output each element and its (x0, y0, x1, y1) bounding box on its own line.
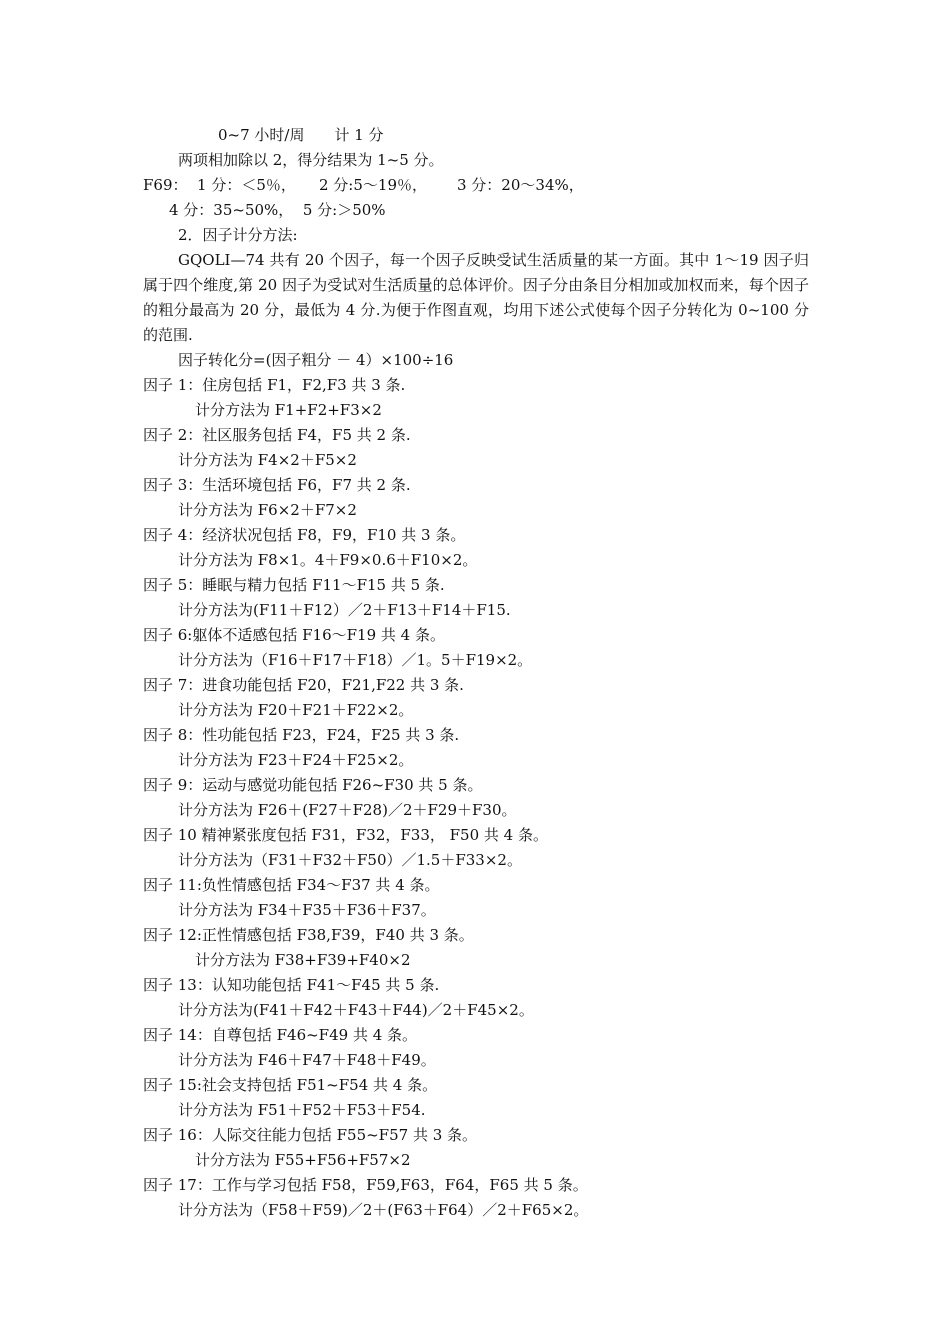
factor-method: 计分方法为 F6×2＋F7×2 (178, 501, 357, 519)
factor-title: 因子 13：认知功能包括 F41～F45 共 5 条. (143, 976, 440, 994)
factor-title: 因子 3：生活环境包括 F6，F7 共 2 条. (143, 476, 411, 494)
factor-method: 计分方法为 F4×2＋F5×2 (178, 451, 357, 469)
factor-title: 因子 1：住房包括 F1，F2,F3 共 3 条. (143, 376, 406, 394)
factor-title: 因子 12:正性情感包括 F38,F39，F40 共 3 条。 (143, 926, 474, 944)
factor-title: 因子 10 精神紧张度包括 F31，F32，F33， F50 共 4 条。 (143, 826, 548, 844)
factor-method: 计分方法为 F34＋F35＋F36＋F37。 (178, 901, 436, 919)
factor-method: 计分方法为 F46＋F47＋F48＋F49。 (178, 1051, 436, 1069)
factor-title: 因子 4：经济状况包括 F8，F9，F10 共 3 条。 (143, 526, 466, 544)
factor-method: 计分方法为 F26＋(F27＋F28)／2＋F29＋F30。 (178, 801, 517, 819)
conversion-formula: 因子转化分=(因子粗分 － 4）×100÷16 (178, 351, 454, 369)
intro-line-2: 两项相加除以 2，得分结果为 1~5 分。 (178, 151, 444, 169)
factor-method: 计分方法为（F31＋F32＋F50）／1.5＋F33×2。 (178, 851, 522, 869)
f69-line (143, 173, 296, 198)
factor-title: 因子 2：社区服务包括 F4，F5 共 2 条. (143, 426, 411, 444)
factor-method: 计分方法为 F20＋F21＋F22×2。 (178, 701, 414, 719)
f69-score-1: F69： 1 分：＜5％， (143, 176, 296, 194)
factor-method: 计分方法为 F23＋F24＋F25×2。 (178, 751, 414, 769)
factor-title: 因子 15:社会支持包括 F51~F54 共 4 条。 (143, 1076, 438, 1094)
factor-title: 因子 16：人际交往能力包括 F55~F57 共 3 条。 (143, 1126, 478, 1144)
factor-title: 因子 17：工作与学习包括 F58，F59,F63，F64，F65 共 5 条。 (143, 1176, 588, 1194)
factor-title: 因子 11:负性情感包括 F34～F37 共 4 条。 (143, 876, 440, 894)
factor-method: 计分方法为 F8×1。4＋F9×0.6＋F10×2。 (178, 551, 478, 569)
f69-score-4-5: 4 分：35~50%， 5 分:＞50% (169, 201, 386, 219)
factor-method: 计分方法为（F58＋F59)／2＋(F63＋F64）／2＋F65×2。 (178, 1201, 589, 1219)
factor-method: 计分方法为（F16＋F17＋F18）／1。5＋F19×2。 (178, 651, 533, 669)
section-heading: 2．因子计分方法: (178, 226, 298, 244)
intro-line-1: 0~7 小时/周 计 1 分 (218, 126, 384, 144)
factor-title: 因子 14：自尊包括 F46~F49 共 4 条。 (143, 1026, 418, 1044)
factor-method: 计分方法为 F1+F2+F3×2 (195, 401, 382, 419)
section-paragraph: GQOLI—74 共有 20 个因子，每一个因子反映受试生活质量的某一方面。其中 1～19 因子归属于四个维度,第 20 因子为受试对生活质量的总体评价。因子分由条目分相加或加权而来，每个因子的粗分最高为 20 分，最低为 4 分.为便于作图直观，均用下述公式使每个因子分转化为 0~100 分的范围. (143, 251, 809, 344)
factor-method: 计分方法为 F55+F56+F57×2 (195, 1151, 411, 1169)
factor-title: 因子 5：睡眠与精力包括 F11～F15 共 5 条. (143, 576, 445, 594)
factor-method: 计分方法为(F41＋F42＋F43＋F44)／2＋F45×2。 (178, 1001, 534, 1019)
factor-method: 计分方法为 F51＋F52＋F53＋F54. (178, 1101, 426, 1119)
factor-title: 因子 9：运动与感觉功能包括 F26~F30 共 5 条。 (143, 776, 483, 794)
f69-score-3: 3 分：20～34%， (457, 176, 584, 194)
factor-title: 因子 8：性功能包括 F23，F24，F25 共 3 条. (143, 726, 460, 744)
f69-score-2: 2 分:5～19％， (319, 176, 427, 194)
factor-method: 计分方法为(F11＋F12）／2＋F13＋F14＋F15. (178, 601, 511, 619)
factor-method: 计分方法为 F38+F39+F40×2 (195, 951, 411, 969)
factor-title: 因子 6:躯体不适感包括 F16～F19 共 4 条。 (143, 626, 445, 644)
factor-title: 因子 7：进食功能包括 F20，F21,F22 共 3 条. (143, 676, 464, 694)
